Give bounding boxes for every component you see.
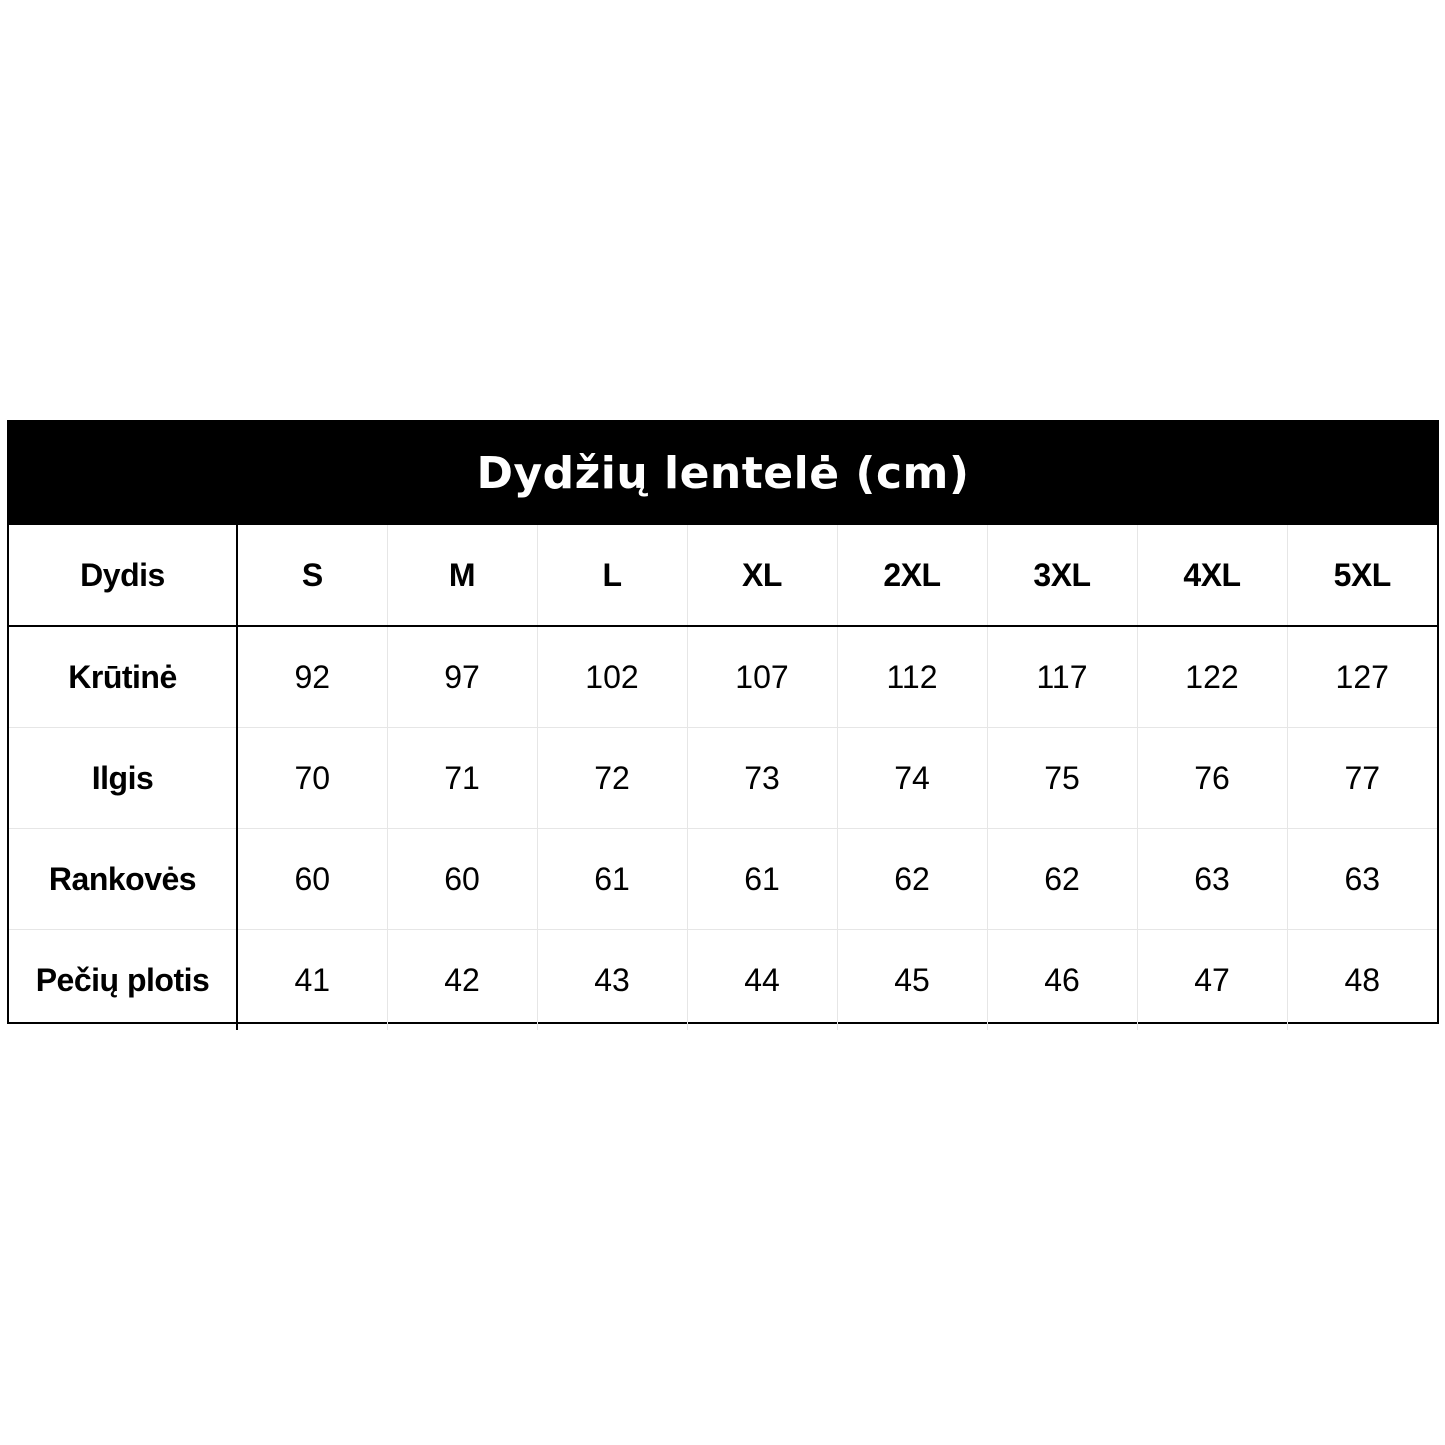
table-cell: 70 <box>237 728 387 829</box>
table-cell: 63 <box>1137 829 1287 930</box>
table-cell: 76 <box>1137 728 1287 829</box>
header-row <box>9 525 1437 626</box>
size-chart <box>7 420 1439 1024</box>
size-header: 4XL <box>1137 525 1287 626</box>
size-header: L <box>537 525 687 626</box>
table-cell: 46 <box>987 930 1137 1031</box>
table-cell: 71 <box>387 728 537 829</box>
table-cell: 61 <box>537 829 687 930</box>
row-label: Ilgis <box>9 728 237 829</box>
table-cell: 48 <box>1287 930 1437 1031</box>
table-cell: 112 <box>837 626 987 728</box>
table-cell: 42 <box>387 930 537 1031</box>
table-cell: 43 <box>537 930 687 1031</box>
table-cell: 72 <box>537 728 687 829</box>
table-cell: 122 <box>1137 626 1287 728</box>
table-cell: 97 <box>387 626 537 728</box>
size-header: 5XL <box>1287 525 1437 626</box>
size-header: 2XL <box>837 525 987 626</box>
table-cell: 107 <box>687 626 837 728</box>
table-row <box>9 728 1437 829</box>
size-table <box>9 525 1437 1030</box>
table-cell: 75 <box>987 728 1137 829</box>
table-cell: 47 <box>1137 930 1287 1031</box>
table-cell: 92 <box>237 626 387 728</box>
table-row <box>9 626 1437 728</box>
size-header: 3XL <box>987 525 1137 626</box>
row-label: Krūtinė <box>9 626 237 728</box>
table-cell: 61 <box>687 829 837 930</box>
table-cell: 62 <box>987 829 1137 930</box>
table-cell: 60 <box>387 829 537 930</box>
size-header: XL <box>687 525 837 626</box>
size-header: S <box>237 525 387 626</box>
row-label: Pečių plotis <box>9 930 237 1031</box>
table-cell: 41 <box>237 930 387 1031</box>
table-cell: 60 <box>237 829 387 930</box>
table-cell: 74 <box>837 728 987 829</box>
table-cell: 102 <box>537 626 687 728</box>
table-cell: 62 <box>837 829 987 930</box>
table-cell: 44 <box>687 930 837 1031</box>
table-cell: 77 <box>1287 728 1437 829</box>
size-header: M <box>387 525 537 626</box>
table-cell: 45 <box>837 930 987 1031</box>
table-row <box>9 930 1437 1031</box>
row-label: Rankovės <box>9 829 237 930</box>
table-cell: 117 <box>987 626 1137 728</box>
table-cell: 127 <box>1287 626 1437 728</box>
table-cell: 73 <box>687 728 837 829</box>
header-label: Dydis <box>9 525 237 626</box>
table-cell: 63 <box>1287 829 1437 930</box>
table-row <box>9 829 1437 930</box>
chart-title: Dydžių lentelė (cm) <box>9 422 1437 525</box>
